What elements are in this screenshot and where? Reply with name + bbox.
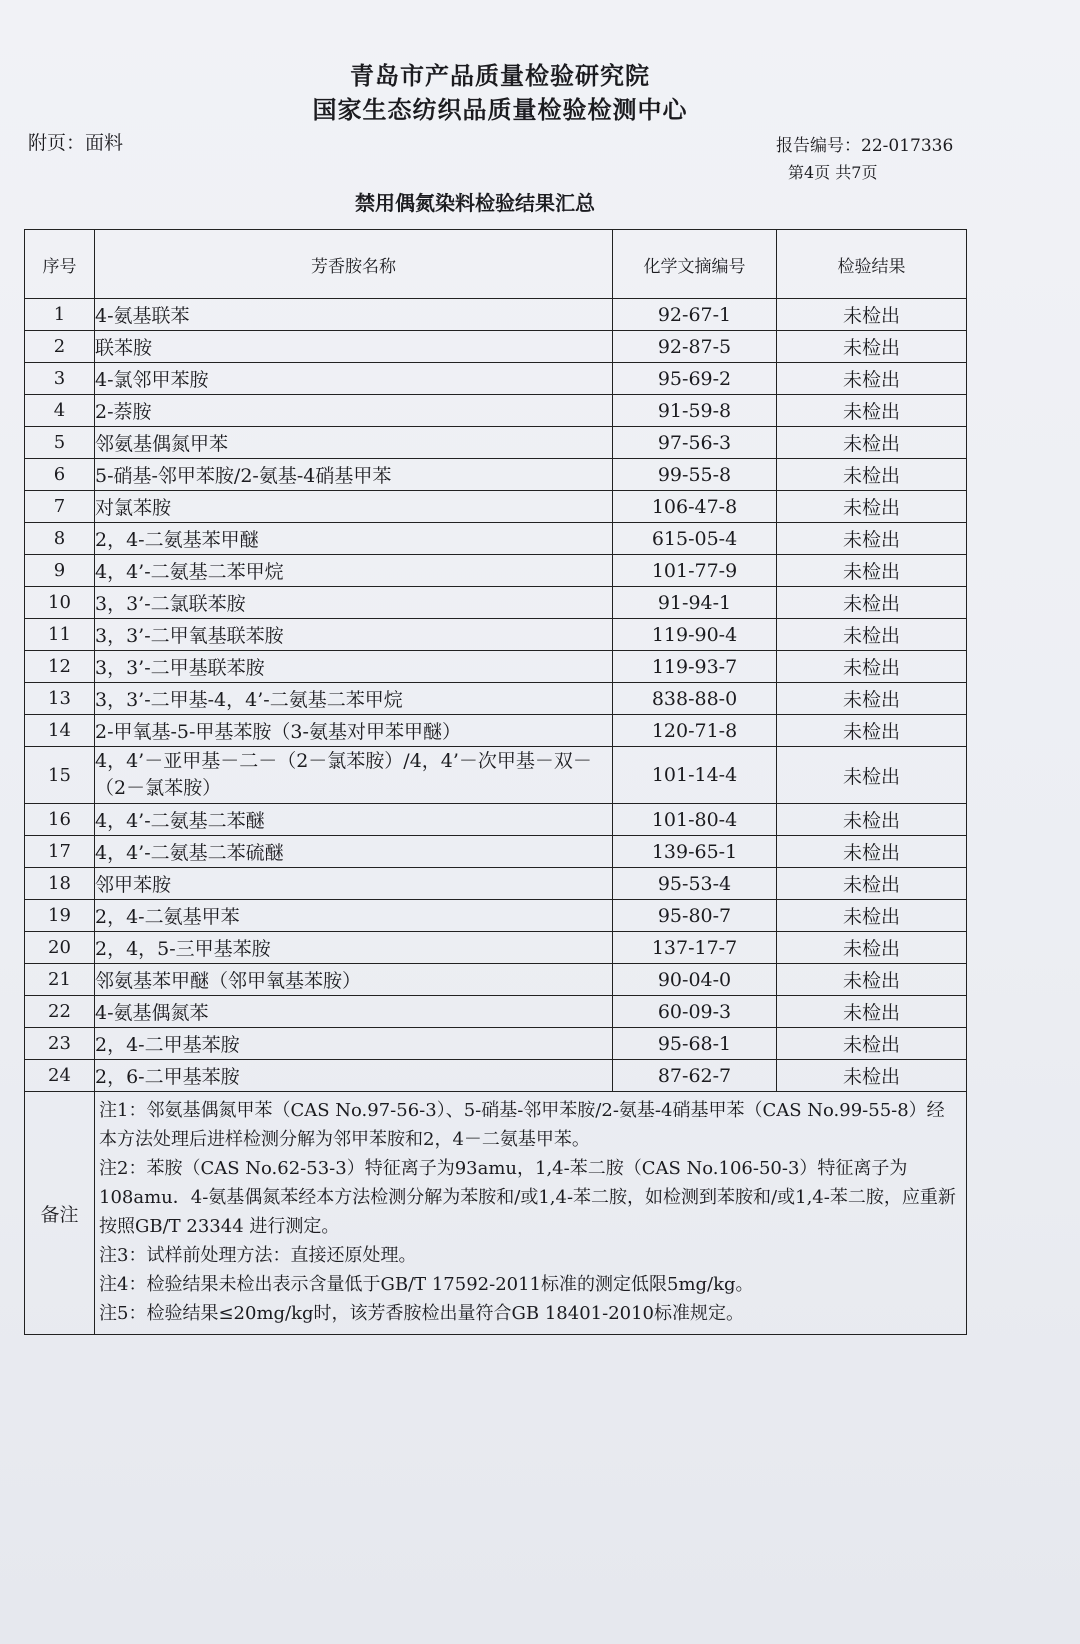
test-result: 未检出 [777,523,967,555]
table-row [25,363,967,395]
row-number: 11 [25,619,95,651]
column-header-cas: 化学文摘编号 [613,230,777,299]
table-row [25,868,967,900]
cas-number: 92-67-1 [613,299,777,331]
table-row [25,964,967,996]
row-number: 2 [25,331,95,363]
row-number: 15 [25,747,95,804]
table-row [25,651,967,683]
cas-number: 99-55-8 [613,459,777,491]
table-row [25,555,967,587]
notes-body [95,1092,967,1335]
cas-number: 60-09-3 [613,996,777,1028]
row-number: 1 [25,299,95,331]
row-number: 5 [25,427,95,459]
test-result: 未检出 [777,459,967,491]
amine-name: 3，3’-二甲基-4，4’-二氨基二苯甲烷 [95,683,613,715]
amine-name: 3，3’-二甲氧基联苯胺 [95,619,613,651]
amine-name: 4，4’-二氨基二苯醚 [95,804,613,836]
table-row [25,747,967,804]
table-row [25,299,967,331]
test-result: 未检出 [777,619,967,651]
cas-number: 120-71-8 [613,715,777,747]
amine-name: 4，4’-二氨基二苯甲烷 [95,555,613,587]
test-result: 未检出 [777,491,967,523]
results-table [24,229,967,1335]
table-row [25,1028,967,1060]
table-row [25,587,967,619]
report-number: 报告编号：22-017336 [776,136,954,156]
column-header-result: 检验结果 [777,230,967,299]
note-4: 注4：检验结果未检出表示含量低于GB/T 17592-2011标准的测定低限5mg/kg。 [99,1274,754,1295]
test-result: 未检出 [777,996,967,1028]
test-result: 未检出 [777,331,967,363]
table-row [25,932,967,964]
amine-name: 3，3’-二甲基联苯胺 [95,651,613,683]
cas-number: 106-47-8 [613,491,777,523]
row-number: 3 [25,363,95,395]
row-number: 14 [25,715,95,747]
cas-number: 101-77-9 [613,555,777,587]
test-result: 未检出 [777,804,967,836]
amine-name: 邻氨基苯甲醚（邻甲氧基苯胺） [95,964,613,996]
amine-name: 2，4-二氨基甲苯 [95,900,613,932]
page-number: 第4页 共7页 [788,163,878,182]
cas-number: 95-80-7 [613,900,777,932]
test-result: 未检出 [777,683,967,715]
amine-name: 邻氨基偶氮甲苯 [95,427,613,459]
note-1: 注1：邻氨基偶氮甲苯（CAS No.97-56-3）、5-硝基-邻甲苯胺/2-氨基-4硝基甲苯（CAS No.99-55-8）经本方法处理后进样检测分解为邻甲苯胺和2，4－二氨基甲苯。 [99,1100,945,1150]
cas-number: 97-56-3 [613,427,777,459]
cas-number: 838-88-0 [613,683,777,715]
test-result: 未检出 [777,427,967,459]
amine-name: 4-氨基偶氮苯 [95,996,613,1028]
table-header-row [25,230,967,299]
amine-name: 邻甲苯胺 [95,868,613,900]
column-header-no: 序号 [25,230,95,299]
table-row [25,683,967,715]
table-row [25,996,967,1028]
test-result: 未检出 [777,651,967,683]
cas-number: 92-87-5 [613,331,777,363]
cas-number: 139-65-1 [613,836,777,868]
table-row [25,715,967,747]
cas-number: 95-68-1 [613,1028,777,1060]
organization-subtitle: 国家生态纺织品质量检验检测中心 [312,96,688,124]
row-number: 7 [25,491,95,523]
row-number: 9 [25,555,95,587]
test-result: 未检出 [777,299,967,331]
test-result: 未检出 [777,395,967,427]
row-number: 6 [25,459,95,491]
amine-name: 对氯苯胺 [95,491,613,523]
test-result: 未检出 [777,1028,967,1060]
cas-number: 101-14-4 [613,747,777,804]
test-result: 未检出 [777,868,967,900]
cas-number: 101-80-4 [613,804,777,836]
amine-name: 3，3’-二氯联苯胺 [95,587,613,619]
test-result: 未检出 [777,363,967,395]
row-number: 21 [25,964,95,996]
attachment-label: 附页：面料 [28,132,124,154]
cas-number: 91-94-1 [613,587,777,619]
table-row [25,459,967,491]
table-row [25,619,967,651]
row-number: 10 [25,587,95,619]
row-number: 12 [25,651,95,683]
test-result: 未检出 [777,932,967,964]
cas-number: 137-17-7 [613,932,777,964]
table-row [25,523,967,555]
notes-row [25,1092,967,1335]
row-number: 20 [25,932,95,964]
test-result: 未检出 [777,1060,967,1092]
amine-name: 4，4’－亚甲基－二－（2－氯苯胺）/4，4’－次甲基－双－（2－氯苯胺） [95,747,613,804]
row-number: 4 [25,395,95,427]
table-row [25,836,967,868]
test-result: 未检出 [777,900,967,932]
amine-name: 2-甲氧基-5-甲基苯胺（3-氨基对甲苯甲醚） [95,715,613,747]
row-number: 17 [25,836,95,868]
cas-number: 119-93-7 [613,651,777,683]
row-number: 16 [25,804,95,836]
row-number: 24 [25,1060,95,1092]
note-2: 注2：苯胺（CAS No.62-53-3）特征离子为93amu，1,4-苯二胺（CAS No.106-50-3）特征离子为108amu．4-氨基偶氮苯经本方法检测分解为苯胺和/或1,4-苯二胺，如检测到苯胺和/或1,4-苯二胺，应重新按照GB/T 23344 进行测定。 [99,1158,956,1237]
cas-number: 95-69-2 [613,363,777,395]
row-number: 13 [25,683,95,715]
table-row [25,331,967,363]
test-result: 未检出 [777,836,967,868]
amine-name: 4，4’-二氨基二苯硫醚 [95,836,613,868]
notes-label: 备注 [25,1092,95,1335]
table-row [25,491,967,523]
amine-name: 2，4，5-三甲基苯胺 [95,932,613,964]
test-result: 未检出 [777,587,967,619]
table-row [25,427,967,459]
table-row [25,395,967,427]
table-row [25,1060,967,1092]
organization-name: 青岛市产品质量检验研究院 [350,62,650,90]
column-header-name: 芳香胺名称 [95,230,613,299]
amine-name: 2，4-二甲基苯胺 [95,1028,613,1060]
note-5: 注5：检验结果≤20mg/kg时，该芳香胺检出量符合GB 18401-2010标准规定。 [99,1303,745,1324]
cas-number: 119-90-4 [613,619,777,651]
row-number: 23 [25,1028,95,1060]
note-3: 注3：试样前处理方法：直接还原处理。 [99,1245,417,1266]
test-result: 未检出 [777,964,967,996]
cas-number: 90-04-0 [613,964,777,996]
table-title: 禁用偶氮染料检验结果汇总 [355,191,595,215]
row-number: 22 [25,996,95,1028]
row-number: 19 [25,900,95,932]
amine-name: 联苯胺 [95,331,613,363]
row-number: 8 [25,523,95,555]
cas-number: 87-62-7 [613,1060,777,1092]
amine-name: 2-萘胺 [95,395,613,427]
cas-number: 91-59-8 [613,395,777,427]
amine-name: 5-硝基-邻甲苯胺/2-氨基-4硝基甲苯 [95,459,613,491]
table-row [25,900,967,932]
table-body [25,299,967,1092]
amine-name: 4-氨基联苯 [95,299,613,331]
table-row [25,804,967,836]
cas-number: 615-05-4 [613,523,777,555]
test-result: 未检出 [777,555,967,587]
test-result: 未检出 [777,715,967,747]
amine-name: 2，4-二氨基苯甲醚 [95,523,613,555]
row-number: 18 [25,868,95,900]
amine-name: 2，6-二甲基苯胺 [95,1060,613,1092]
amine-name: 4-氯邻甲苯胺 [95,363,613,395]
cas-number: 95-53-4 [613,868,777,900]
test-result: 未检出 [777,747,967,804]
